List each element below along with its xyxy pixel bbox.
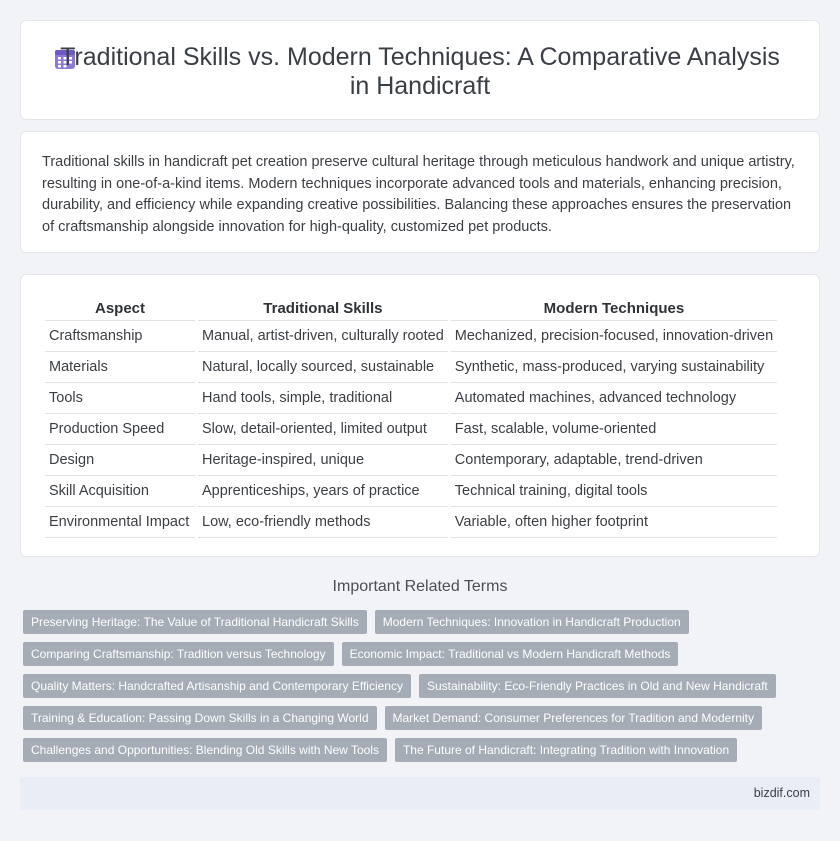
related-term-link[interactable]: Market Demand: Consumer Preferences for Tradition and Modernity <box>385 706 763 730</box>
related-term-link[interactable]: Economic Impact: Traditional vs Modern Handicraft Methods <box>342 642 679 666</box>
table-row <box>45 445 777 476</box>
related-term-link[interactable]: Modern Techniques: Innovation in Handicraft Production <box>375 610 689 634</box>
table-row <box>45 476 777 507</box>
footer <box>20 777 820 810</box>
table-cell: Natural, locally sourced, sustainable <box>198 352 448 383</box>
tag-row <box>23 610 823 634</box>
table-cell: Automated machines, advanced technology <box>451 383 777 414</box>
column-header: Modern Techniques <box>451 295 777 321</box>
tag-row <box>23 642 823 666</box>
table-cell: Technical training, digital tools <box>451 476 777 507</box>
table-row <box>45 507 777 538</box>
related-term-link[interactable]: The Future of Handicraft: Integrating Tradition with Innovation <box>395 738 737 762</box>
page-title: Traditional Skills vs. Modern Techniques: A Comparative Analysis in Handicraft <box>60 43 780 100</box>
related-term-link[interactable]: Challenges and Opportunities: Blending Old Skills with New Tools <box>23 738 387 762</box>
table-cell: Synthetic, mass-produced, varying sustainability <box>451 352 777 383</box>
table-row <box>45 414 777 445</box>
table-cell: Manual, artist-driven, culturally rooted <box>198 321 448 352</box>
related-terms-list <box>23 610 823 770</box>
table-cell: Apprenticeships, years of practice <box>198 476 448 507</box>
table-cell: Materials <box>45 352 195 383</box>
table-cell: Mechanized, precision-focused, innovation-driven <box>451 321 777 352</box>
table-cell: Production Speed <box>45 414 195 445</box>
table-header-row <box>45 295 777 321</box>
intro-paragraph: Traditional skills in handicraft pet creation preserve cultural heritage through meticulous handwork and unique artistry, resulting in one-of-a-kind items. Modern techniques incorporate advanced tools and materials, enhancing precision, durability, and efficiency while expanding creative possibilities. Balancing these approaches ensures the preservation of craftsmanship alongside innovation for high-quality, customized pet products. <box>42 154 795 235</box>
header-card <box>20 20 820 120</box>
table-cell: Craftsmanship <box>45 321 195 352</box>
table-row <box>45 321 777 352</box>
column-header: Aspect <box>45 295 195 321</box>
related-terms-title: Important Related Terms <box>332 578 508 595</box>
related-term-link[interactable]: Training & Education: Passing Down Skills in a Changing World <box>23 706 377 730</box>
table-cell: Variable, often higher footprint <box>451 507 777 538</box>
related-term-link[interactable]: Preserving Heritage: The Value of Traditional Handicraft Skills <box>23 610 367 634</box>
table-cell: Environmental Impact <box>45 507 195 538</box>
related-term-link[interactable]: Sustainability: Eco-Friendly Practices in Old and New Handicraft <box>419 674 776 698</box>
tag-row <box>23 738 823 762</box>
table-cell: Low, eco-friendly methods <box>198 507 448 538</box>
table-row <box>45 383 777 414</box>
comparison-card <box>20 274 820 557</box>
column-header: Traditional Skills <box>198 295 448 321</box>
table-row <box>45 352 777 383</box>
table-cell: Heritage-inspired, unique <box>198 445 448 476</box>
tag-row <box>23 706 823 730</box>
table-cell: Tools <box>45 383 195 414</box>
tag-row <box>23 674 823 698</box>
table-cell: Contemporary, adaptable, trend-driven <box>451 445 777 476</box>
intro-card <box>20 131 820 253</box>
table-cell: Slow, detail-oriented, limited output <box>198 414 448 445</box>
table-cell: Hand tools, simple, traditional <box>198 383 448 414</box>
table-cell: Design <box>45 445 195 476</box>
related-term-link[interactable]: Comparing Craftsmanship: Tradition versus Technology <box>23 642 334 666</box>
table-cell: Fast, scalable, volume-oriented <box>451 414 777 445</box>
footer-site: bizdif.com <box>753 786 810 800</box>
table-cell: Skill Acquisition <box>45 476 195 507</box>
comparison-table <box>42 295 780 538</box>
related-term-link[interactable]: Quality Matters: Handcrafted Artisanship and Contemporary Efficiency <box>23 674 411 698</box>
